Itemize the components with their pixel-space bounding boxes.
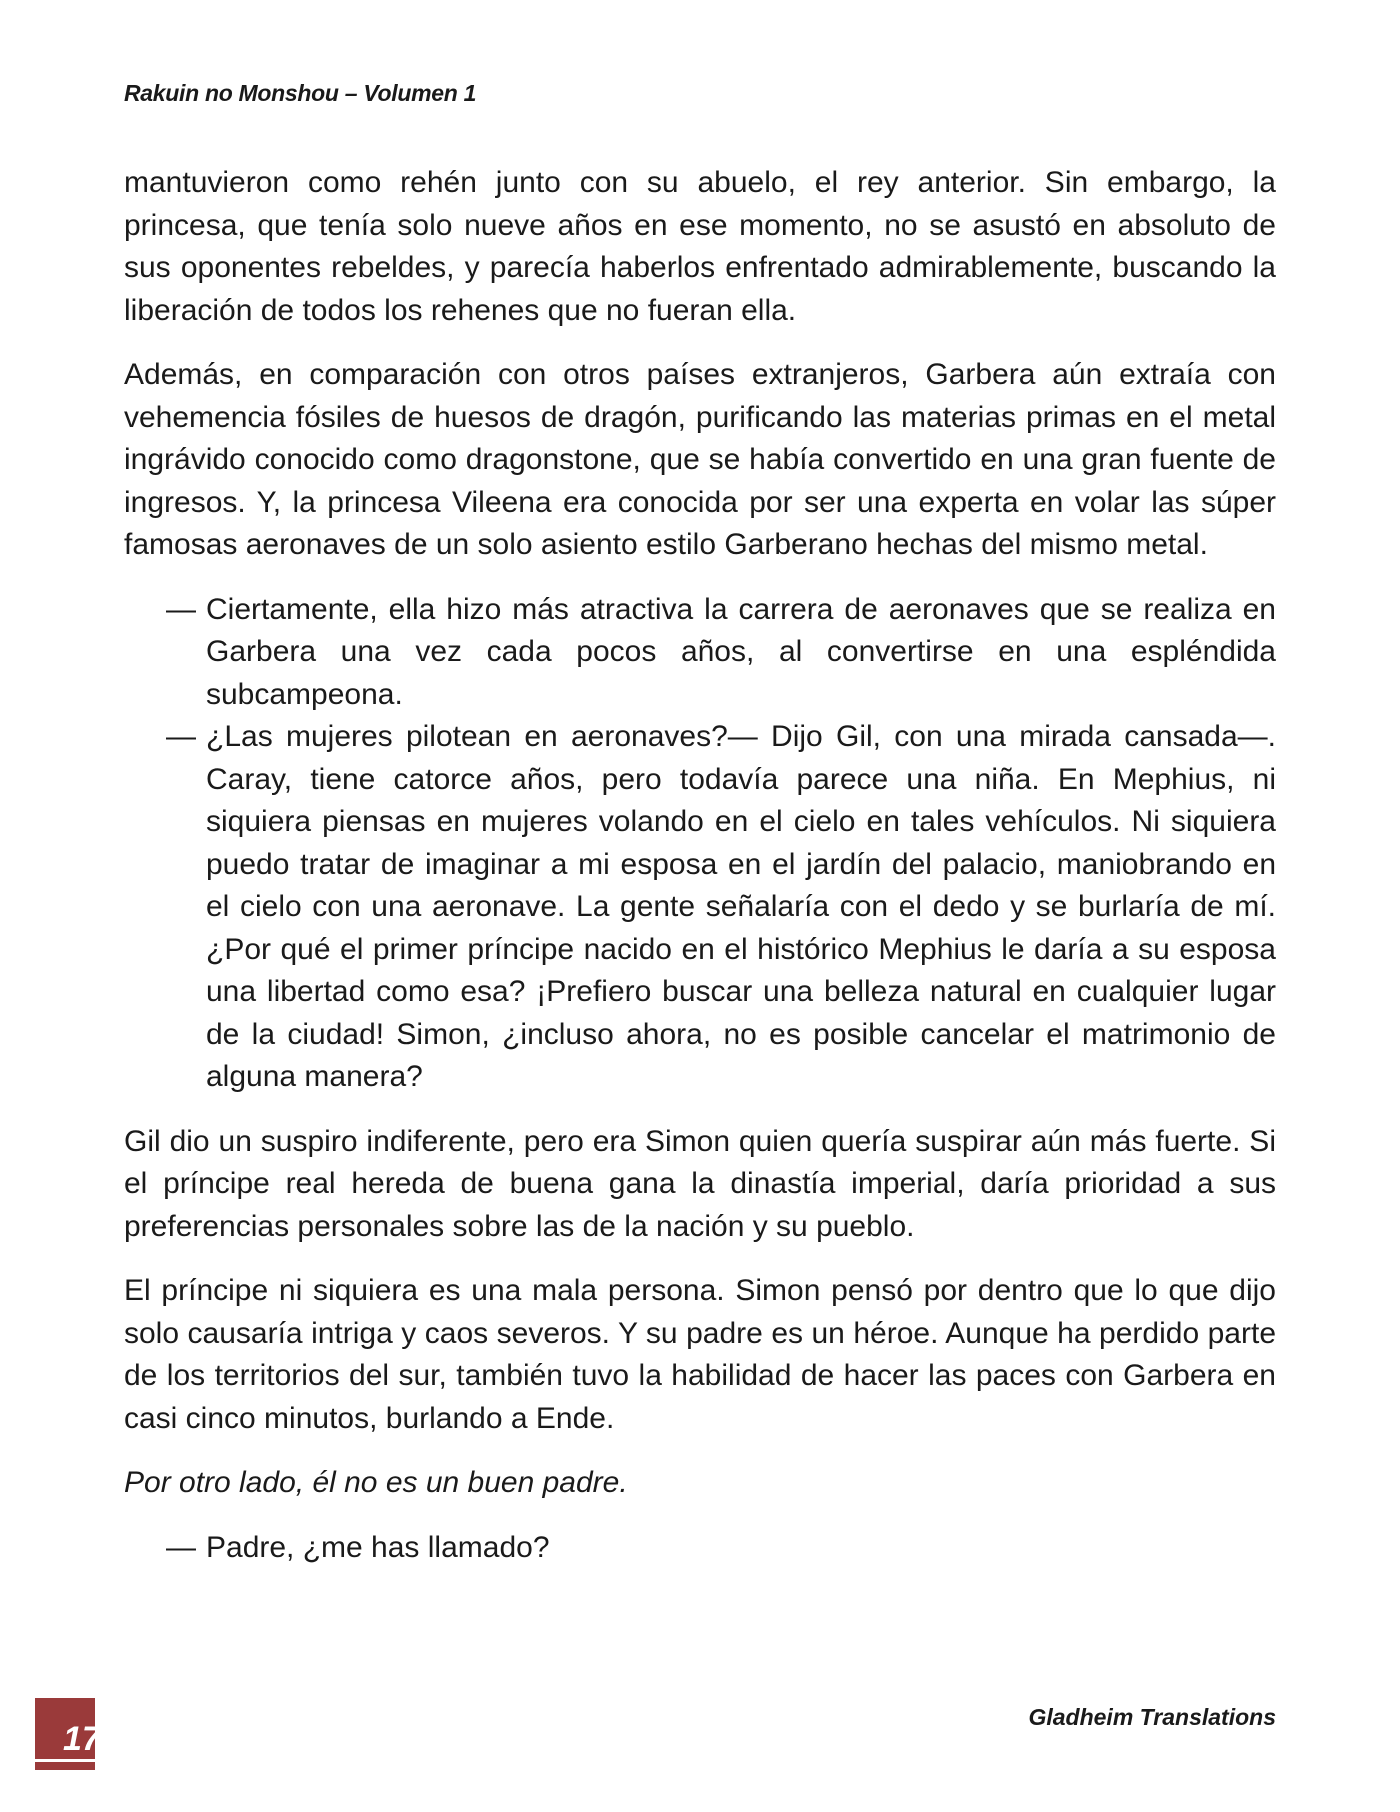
paragraph: mantuvieron como rehén junto con su abuelo, el rey anterior. Sin embargo, la princesa, que tenía solo nueve años en ese momento, no se asustó en absoluto de sus oponentes rebeldes, y parecía haberlos enfrentado admirablemente, buscando la liberación de todos los rehenes que no fueran ella. [124,166,1276,327]
dialogue-dash: — [166,720,196,753]
page-number-badge [35,1698,101,1770]
page-header-title: Rakuin no Monshou – Volumen 1 [124,80,477,106]
page-number: 17 [63,1720,101,1758]
paragraph: El príncipe ni siquiera es una mala persona. Simon pensó por dentro que lo que dijo solo causaría intriga y caos severos. Y su padre es un héroe. Aunque ha perdido parte de los territorios del sur, también tuvo la habilidad de hacer las paces con Garbera en casi cinco minutos, burlando a Ende. [124,1274,1276,1435]
dialogue-text: Ciertamente, ella hizo más atractiva la carrera de aeronaves que se realiza en Garbera una vez cada pocos años, al convertirse en una espléndida subcampeona. [206,592,1276,711]
footer-credit: Gladheim Translations [1028,1704,1276,1730]
dialogue-block [124,1527,1276,1570]
page-number-underline [35,1759,95,1762]
dialogue-block [124,589,1276,1099]
dialogue-line [124,716,1276,1099]
dialogue-dash: — [166,1530,196,1564]
italic-paragraph: Por otro lado, él no es un buen padre. [124,1466,628,1499]
dialogue-line [124,1527,1276,1570]
dialogue-line [124,589,1276,717]
dialogue-text: Padre, ¿me has llamado? [206,1530,550,1564]
dialogue-text: ¿Las mujeres pilotean en aeronaves?— Dijo Gil, con una mirada cansada—. Caray, tiene catorce años, pero todavía parece una niña. En Mephius, ni siquiera piensas en mujeres volando en el cielo en tales vehículos. Ni siquiera puedo tratar de imaginar a mi esposa en el jardín del palacio, maniobrando en el cielo con una aeronave. La gente señalaría con el dedo y se burlaría de mí. ¿Por qué el primer príncipe nacido en el histórico Mephius le daría a su esposa una libertad como esa? ¡Prefiero buscar una belleza natural en cualquier lugar de la ciudad! Simon, ¿incluso ahora, no es posible cancelar el matrimonio de alguna manera? [206,720,1276,1093]
body-text [124,162,1276,1591]
dialogue-dash: — [166,592,196,626]
paragraph: Además, en comparación con otros países extranjeros, Garbera aún extraía con vehemencia fósiles de huesos de dragón, purificando las materias primas en el metal ingrávido conocido como dragonstone, que se había convertido en una gran fuente de ingresos. Y, la princesa Vileena era conocida por ser una experta en volar las súper famosas aeronaves de un solo asiento estilo Garberano hechas del mismo metal. [124,358,1276,561]
paragraph: Gil dio un suspiro indiferente, pero era Simon quien quería suspirar aún más fuerte. Si el príncipe real hereda de buena gana la dinastía imperial, daría prioridad a sus preferencias personales sobre las de la nación y su pueblo. [124,1124,1276,1243]
